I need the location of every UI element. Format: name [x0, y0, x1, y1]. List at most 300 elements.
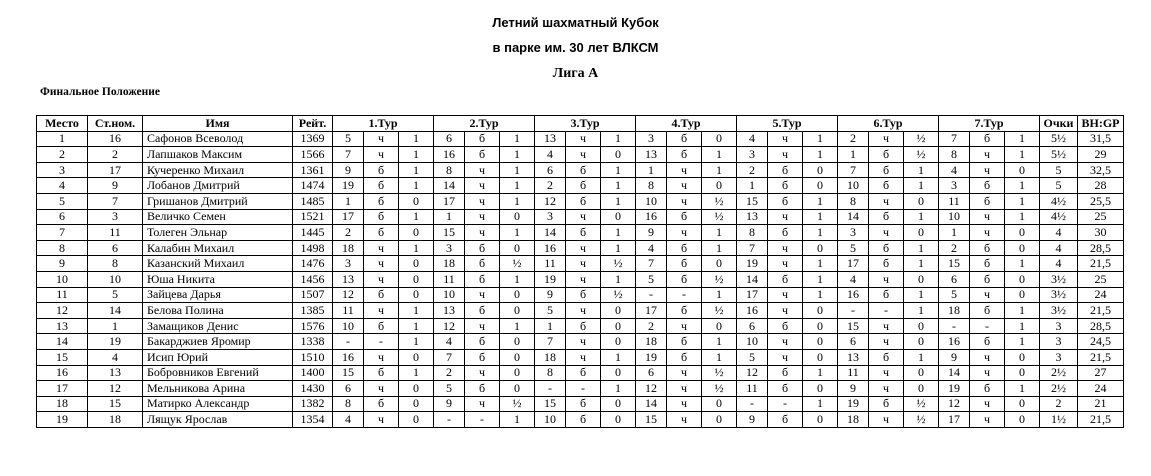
- round-opponent-cell: -: [636, 287, 667, 303]
- round-opponent-cell: 9: [636, 225, 667, 241]
- round-result-cell: ½: [904, 131, 939, 147]
- round-color-cell: ч: [970, 365, 1005, 381]
- round-result-cell: 1: [904, 240, 939, 256]
- round-color-cell: ч: [465, 318, 500, 334]
- round-result-cell: 0: [601, 334, 636, 350]
- place-cell: 2: [37, 147, 88, 163]
- round-opponent-cell: -: [838, 303, 869, 319]
- points-cell: 2½: [1040, 365, 1078, 381]
- round-result-cell: ½: [702, 193, 737, 209]
- round-color-cell: ч: [869, 225, 904, 241]
- round-opponent-cell: 16: [333, 349, 364, 365]
- round-opponent-cell: 6: [333, 381, 364, 397]
- start-number-cell: 11: [88, 225, 143, 241]
- round-color-cell: б: [970, 271, 1005, 287]
- round-result-cell: 1: [399, 209, 434, 225]
- round-result-cell: 1: [399, 178, 434, 194]
- round-opponent-cell: 12: [434, 318, 465, 334]
- round-color-cell: б: [869, 396, 904, 412]
- round-result-cell: 0: [1005, 287, 1040, 303]
- tiebreak-cell: 21,5: [1078, 256, 1124, 272]
- round-opponent-cell: 11: [333, 303, 364, 319]
- round-result-cell: 1: [1005, 209, 1040, 225]
- round-result-cell: 0: [601, 365, 636, 381]
- round-opponent-cell: 16: [636, 209, 667, 225]
- round-opponent-cell: 7: [737, 240, 768, 256]
- col-place-header: Место: [37, 116, 88, 132]
- points-cell: 4: [1040, 240, 1078, 256]
- round-opponent-cell: 10: [737, 334, 768, 350]
- round-color-cell: ч: [566, 240, 601, 256]
- round-opponent-cell: 19: [535, 271, 566, 287]
- round-result-cell: 1: [803, 147, 838, 163]
- round-color-cell: б: [465, 131, 500, 147]
- round-color-cell: ч: [667, 396, 702, 412]
- rating-cell: 1474: [293, 178, 333, 194]
- tiebreak-cell: 21,5: [1078, 303, 1124, 319]
- round-opponent-cell: 18: [838, 412, 869, 428]
- start-number-cell: 18: [88, 412, 143, 428]
- round-result-cell: 1: [500, 271, 535, 287]
- round-opponent-cell: 11: [939, 193, 970, 209]
- col-start-no-header: Ст.ном.: [88, 116, 143, 132]
- start-number-cell: 1: [88, 318, 143, 334]
- round-color-cell: б: [869, 240, 904, 256]
- start-number-cell: 6: [88, 240, 143, 256]
- round-color-cell: б: [465, 147, 500, 163]
- round-opponent-cell: 17: [737, 287, 768, 303]
- round-result-cell: 0: [803, 303, 838, 319]
- round-opponent-cell: 8: [434, 162, 465, 178]
- points-cell: 3: [1040, 334, 1078, 350]
- round-color-cell: -: [970, 318, 1005, 334]
- rating-cell: 1498: [293, 240, 333, 256]
- round-result-cell: 1: [1005, 334, 1040, 350]
- round-opponent-cell: 15: [838, 318, 869, 334]
- round-color-cell: ч: [667, 178, 702, 194]
- table-row: [37, 225, 1124, 241]
- round-color-cell: ч: [364, 303, 399, 319]
- round-color-cell: ч: [869, 131, 904, 147]
- tiebreak-cell: 25: [1078, 209, 1124, 225]
- round-result-cell: 0: [601, 209, 636, 225]
- round-result-cell: 0: [500, 381, 535, 397]
- round-color-cell: ч: [667, 162, 702, 178]
- player-name-cell: Белова Полина: [143, 303, 293, 319]
- round-result-cell: 1: [601, 193, 636, 209]
- round-result-cell: 1: [904, 209, 939, 225]
- round-result-cell: 0: [399, 381, 434, 397]
- round-result-cell: 0: [1005, 240, 1040, 256]
- round-opponent-cell: 2: [737, 162, 768, 178]
- round-opponent-cell: 2: [636, 318, 667, 334]
- round-color-cell: ч: [465, 178, 500, 194]
- round-opponent-cell: 12: [333, 287, 364, 303]
- standings-table: [36, 115, 1124, 428]
- round-opponent-cell: 9: [434, 396, 465, 412]
- round-opponent-cell: 4: [434, 334, 465, 350]
- round-opponent-cell: 13: [737, 209, 768, 225]
- round-result-cell: 0: [904, 381, 939, 397]
- round-color-cell: б: [364, 287, 399, 303]
- round-opponent-cell: 1: [838, 147, 869, 163]
- round-result-cell: 0: [500, 287, 535, 303]
- round-opponent-cell: 6: [535, 162, 566, 178]
- round-result-cell: 1: [904, 162, 939, 178]
- tournament-venue: в парке им. 30 лет ВЛКСМ: [492, 40, 659, 55]
- round-result-cell: 0: [803, 162, 838, 178]
- round-color-cell: ч: [566, 256, 601, 272]
- round-opponent-cell: 18: [434, 256, 465, 272]
- round-opponent-cell: 10: [434, 287, 465, 303]
- place-cell: 1: [37, 131, 88, 147]
- round-color-cell: ч: [768, 131, 803, 147]
- round-result-cell: 0: [500, 349, 535, 365]
- round-opponent-cell: 6: [737, 318, 768, 334]
- round-result-cell: 0: [904, 193, 939, 209]
- points-cell: 4½: [1040, 193, 1078, 209]
- round-opponent-cell: 9: [535, 287, 566, 303]
- round-opponent-cell: 14: [838, 209, 869, 225]
- round-opponent-cell: 14: [636, 396, 667, 412]
- round-opponent-cell: 9: [939, 349, 970, 365]
- round-color-cell: б: [970, 381, 1005, 397]
- round-result-cell: 1: [803, 131, 838, 147]
- round-color-cell: б: [364, 365, 399, 381]
- tiebreak-cell: 25,5: [1078, 193, 1124, 209]
- points-cell: 2½: [1040, 381, 1078, 397]
- tiebreak-cell: 28: [1078, 178, 1124, 194]
- points-cell: 5½: [1040, 131, 1078, 147]
- round-color-cell: ч: [465, 365, 500, 381]
- round-color-cell: б: [768, 365, 803, 381]
- round-color-cell: ч: [667, 365, 702, 381]
- round-opponent-cell: 12: [535, 193, 566, 209]
- round-opponent-cell: 8: [737, 225, 768, 241]
- round-result-cell: 1: [399, 240, 434, 256]
- player-name-cell: Калабин Михаил: [143, 240, 293, 256]
- col-round-1-header: 1.Тур: [333, 116, 434, 132]
- round-result-cell: 1: [702, 349, 737, 365]
- points-cell: 3: [1040, 349, 1078, 365]
- round-result-cell: 0: [803, 318, 838, 334]
- round-opponent-cell: 8: [838, 193, 869, 209]
- round-opponent-cell: 2: [939, 240, 970, 256]
- round-result-cell: 1: [500, 131, 535, 147]
- rating-cell: 1476: [293, 256, 333, 272]
- round-result-cell: 0: [1005, 396, 1040, 412]
- round-color-cell: б: [970, 193, 1005, 209]
- col-round-5-header: 5.Тур: [737, 116, 838, 132]
- place-cell: 8: [37, 240, 88, 256]
- col-name-header: Имя: [143, 116, 293, 132]
- points-cell: 4½: [1040, 209, 1078, 225]
- round-result-cell: 1: [1005, 178, 1040, 194]
- round-result-cell: 0: [399, 256, 434, 272]
- round-result-cell: 1: [399, 162, 434, 178]
- col-round-2-header: 2.Тур: [434, 116, 535, 132]
- rating-cell: 1385: [293, 303, 333, 319]
- table-row: [37, 412, 1124, 428]
- round-color-cell: -: [768, 396, 803, 412]
- round-result-cell: 0: [601, 147, 636, 163]
- round-result-cell: ½: [601, 287, 636, 303]
- round-result-cell: 1: [803, 365, 838, 381]
- round-opponent-cell: 5: [535, 303, 566, 319]
- player-name-cell: Лапшаков Максим: [143, 147, 293, 163]
- round-color-cell: б: [667, 240, 702, 256]
- round-result-cell: 0: [500, 334, 535, 350]
- round-opponent-cell: 1: [333, 193, 364, 209]
- round-opponent-cell: -: [333, 334, 364, 350]
- start-number-cell: 19: [88, 334, 143, 350]
- round-opponent-cell: 17: [636, 303, 667, 319]
- round-opponent-cell: 2: [333, 225, 364, 241]
- round-color-cell: ч: [465, 209, 500, 225]
- round-opponent-cell: 8: [939, 147, 970, 163]
- round-color-cell: ч: [869, 381, 904, 397]
- table-row: [37, 349, 1124, 365]
- round-color-cell: ч: [970, 412, 1005, 428]
- round-result-cell: ½: [904, 396, 939, 412]
- round-opponent-cell: 7: [333, 147, 364, 163]
- round-color-cell: ч: [364, 240, 399, 256]
- round-color-cell: б: [667, 209, 702, 225]
- round-color-cell: ч: [364, 147, 399, 163]
- round-result-cell: 0: [1005, 349, 1040, 365]
- round-color-cell: ч: [566, 349, 601, 365]
- round-result-cell: 0: [399, 225, 434, 241]
- round-result-cell: ½: [702, 209, 737, 225]
- round-result-cell: 0: [1005, 412, 1040, 428]
- player-name-cell: Кучеренко Михаил: [143, 162, 293, 178]
- start-number-cell: 2: [88, 147, 143, 163]
- round-opponent-cell: 8: [333, 396, 364, 412]
- round-result-cell: 0: [500, 303, 535, 319]
- tiebreak-cell: 21,5: [1078, 412, 1124, 428]
- round-result-cell: 1: [399, 147, 434, 163]
- round-opponent-cell: 3: [939, 178, 970, 194]
- round-color-cell: б: [768, 318, 803, 334]
- round-result-cell: 0: [601, 396, 636, 412]
- place-cell: 16: [37, 365, 88, 381]
- round-result-cell: 1: [601, 271, 636, 287]
- round-color-cell: ч: [869, 271, 904, 287]
- round-opponent-cell: 12: [737, 365, 768, 381]
- round-result-cell: 0: [803, 412, 838, 428]
- round-result-cell: 1: [1005, 131, 1040, 147]
- tiebreak-cell: 24,5: [1078, 334, 1124, 350]
- round-result-cell: 1: [702, 147, 737, 163]
- player-name-cell: Юша Никита: [143, 271, 293, 287]
- points-cell: 3½: [1040, 271, 1078, 287]
- round-opponent-cell: 4: [535, 147, 566, 163]
- table-row: [37, 334, 1124, 350]
- round-opponent-cell: 7: [838, 162, 869, 178]
- round-opponent-cell: 6: [636, 365, 667, 381]
- round-color-cell: б: [768, 178, 803, 194]
- start-number-cell: 8: [88, 256, 143, 272]
- player-name-cell: Зайцева Дарья: [143, 287, 293, 303]
- round-color-cell: ч: [566, 209, 601, 225]
- round-color-cell: ч: [869, 318, 904, 334]
- points-cell: 3: [1040, 318, 1078, 334]
- table-row: [37, 131, 1124, 147]
- round-result-cell: 1: [500, 178, 535, 194]
- place-cell: 7: [37, 225, 88, 241]
- round-opponent-cell: 14: [939, 365, 970, 381]
- round-result-cell: 1: [702, 334, 737, 350]
- round-opponent-cell: 17: [939, 412, 970, 428]
- round-color-cell: ч: [869, 193, 904, 209]
- start-number-cell: 3: [88, 209, 143, 225]
- round-result-cell: 1: [702, 162, 737, 178]
- table-row: [37, 178, 1124, 194]
- round-result-cell: 0: [399, 396, 434, 412]
- tiebreak-cell: 21: [1078, 396, 1124, 412]
- round-result-cell: 0: [904, 334, 939, 350]
- round-result-cell: 0: [803, 240, 838, 256]
- round-color-cell: ч: [970, 396, 1005, 412]
- round-color-cell: б: [869, 349, 904, 365]
- round-result-cell: 1: [601, 240, 636, 256]
- round-opponent-cell: 3: [838, 225, 869, 241]
- rating-cell: 1361: [293, 162, 333, 178]
- round-result-cell: 1: [500, 412, 535, 428]
- round-opponent-cell: 12: [939, 396, 970, 412]
- round-opponent-cell: 9: [737, 412, 768, 428]
- round-color-cell: ч: [869, 412, 904, 428]
- round-opponent-cell: 9: [333, 162, 364, 178]
- place-cell: 13: [37, 318, 88, 334]
- round-result-cell: 0: [803, 178, 838, 194]
- round-result-cell: 1: [601, 225, 636, 241]
- round-result-cell: ½: [702, 271, 737, 287]
- round-opponent-cell: 2: [535, 178, 566, 194]
- round-opponent-cell: 19: [939, 381, 970, 397]
- round-color-cell: б: [970, 303, 1005, 319]
- points-cell: 3½: [1040, 287, 1078, 303]
- round-color-cell: ч: [465, 162, 500, 178]
- round-result-cell: 1: [601, 381, 636, 397]
- round-opponent-cell: -: [737, 396, 768, 412]
- round-result-cell: 0: [803, 349, 838, 365]
- round-result-cell: 1: [601, 162, 636, 178]
- round-color-cell: б: [970, 131, 1005, 147]
- round-result-cell: 0: [601, 318, 636, 334]
- round-opponent-cell: 18: [636, 334, 667, 350]
- round-color-cell: ч: [566, 147, 601, 163]
- round-color-cell: б: [970, 256, 1005, 272]
- round-opponent-cell: 10: [535, 412, 566, 428]
- round-color-cell: ч: [667, 412, 702, 428]
- table-row: [37, 162, 1124, 178]
- place-cell: 9: [37, 256, 88, 272]
- round-opponent-cell: 15: [737, 193, 768, 209]
- round-opponent-cell: 1: [939, 225, 970, 241]
- round-result-cell: 0: [399, 349, 434, 365]
- player-name-cell: Лящук Ярослав: [143, 412, 293, 428]
- round-opponent-cell: 13: [636, 147, 667, 163]
- rating-cell: 1456: [293, 271, 333, 287]
- round-color-cell: ч: [667, 318, 702, 334]
- round-opponent-cell: 12: [636, 381, 667, 397]
- round-opponent-cell: 4: [838, 271, 869, 287]
- round-result-cell: 1: [500, 193, 535, 209]
- round-opponent-cell: 1: [535, 318, 566, 334]
- start-number-cell: 4: [88, 349, 143, 365]
- round-opponent-cell: 4: [939, 162, 970, 178]
- round-result-cell: ½: [702, 381, 737, 397]
- table-row: [37, 147, 1124, 163]
- round-color-cell: ч: [364, 256, 399, 272]
- round-result-cell: 0: [500, 240, 535, 256]
- round-opponent-cell: 15: [333, 365, 364, 381]
- round-color-cell: ч: [667, 193, 702, 209]
- round-color-cell: б: [768, 193, 803, 209]
- round-opponent-cell: 15: [636, 412, 667, 428]
- round-color-cell: ч: [566, 303, 601, 319]
- rating-cell: 1521: [293, 209, 333, 225]
- place-cell: 10: [37, 271, 88, 287]
- round-opponent-cell: -: [535, 381, 566, 397]
- round-color-cell: б: [970, 178, 1005, 194]
- round-color-cell: ч: [667, 381, 702, 397]
- round-opponent-cell: 11: [838, 365, 869, 381]
- round-result-cell: 1: [702, 240, 737, 256]
- col-round-6-header: 6.Тур: [838, 116, 939, 132]
- round-opponent-cell: 11: [434, 271, 465, 287]
- round-opponent-cell: 6: [838, 334, 869, 350]
- round-color-cell: б: [869, 287, 904, 303]
- round-color-cell: ч: [364, 381, 399, 397]
- round-opponent-cell: 19: [333, 178, 364, 194]
- tiebreak-cell: 28,5: [1078, 240, 1124, 256]
- round-result-cell: 1: [904, 303, 939, 319]
- points-cell: 5½: [1040, 147, 1078, 163]
- round-color-cell: б: [465, 334, 500, 350]
- round-opponent-cell: 15: [434, 225, 465, 241]
- round-color-cell: б: [364, 318, 399, 334]
- round-result-cell: 1: [904, 287, 939, 303]
- rating-cell: 1510: [293, 349, 333, 365]
- round-color-cell: -: [465, 412, 500, 428]
- player-name-cell: Матирко Александр: [143, 396, 293, 412]
- table-row: [37, 193, 1124, 209]
- round-result-cell: 1: [399, 365, 434, 381]
- round-color-cell: -: [364, 334, 399, 350]
- round-opponent-cell: 13: [434, 303, 465, 319]
- round-opponent-cell: 7: [434, 349, 465, 365]
- round-result-cell: 1: [500, 225, 535, 241]
- final-standings-label: Финальное Положение: [40, 86, 160, 98]
- round-opponent-cell: 15: [535, 396, 566, 412]
- round-color-cell: ч: [970, 209, 1005, 225]
- round-result-cell: 0: [904, 365, 939, 381]
- place-cell: 12: [37, 303, 88, 319]
- tournament-title: Летний шахматный Кубок: [492, 15, 659, 30]
- round-color-cell: б: [566, 193, 601, 209]
- round-opponent-cell: 1: [737, 178, 768, 194]
- rating-cell: 1576: [293, 318, 333, 334]
- start-number-cell: 16: [88, 131, 143, 147]
- round-color-cell: ч: [465, 396, 500, 412]
- round-color-cell: ч: [364, 131, 399, 147]
- round-opponent-cell: 14: [535, 225, 566, 241]
- round-opponent-cell: 18: [333, 240, 364, 256]
- round-result-cell: 0: [702, 318, 737, 334]
- start-number-cell: 7: [88, 193, 143, 209]
